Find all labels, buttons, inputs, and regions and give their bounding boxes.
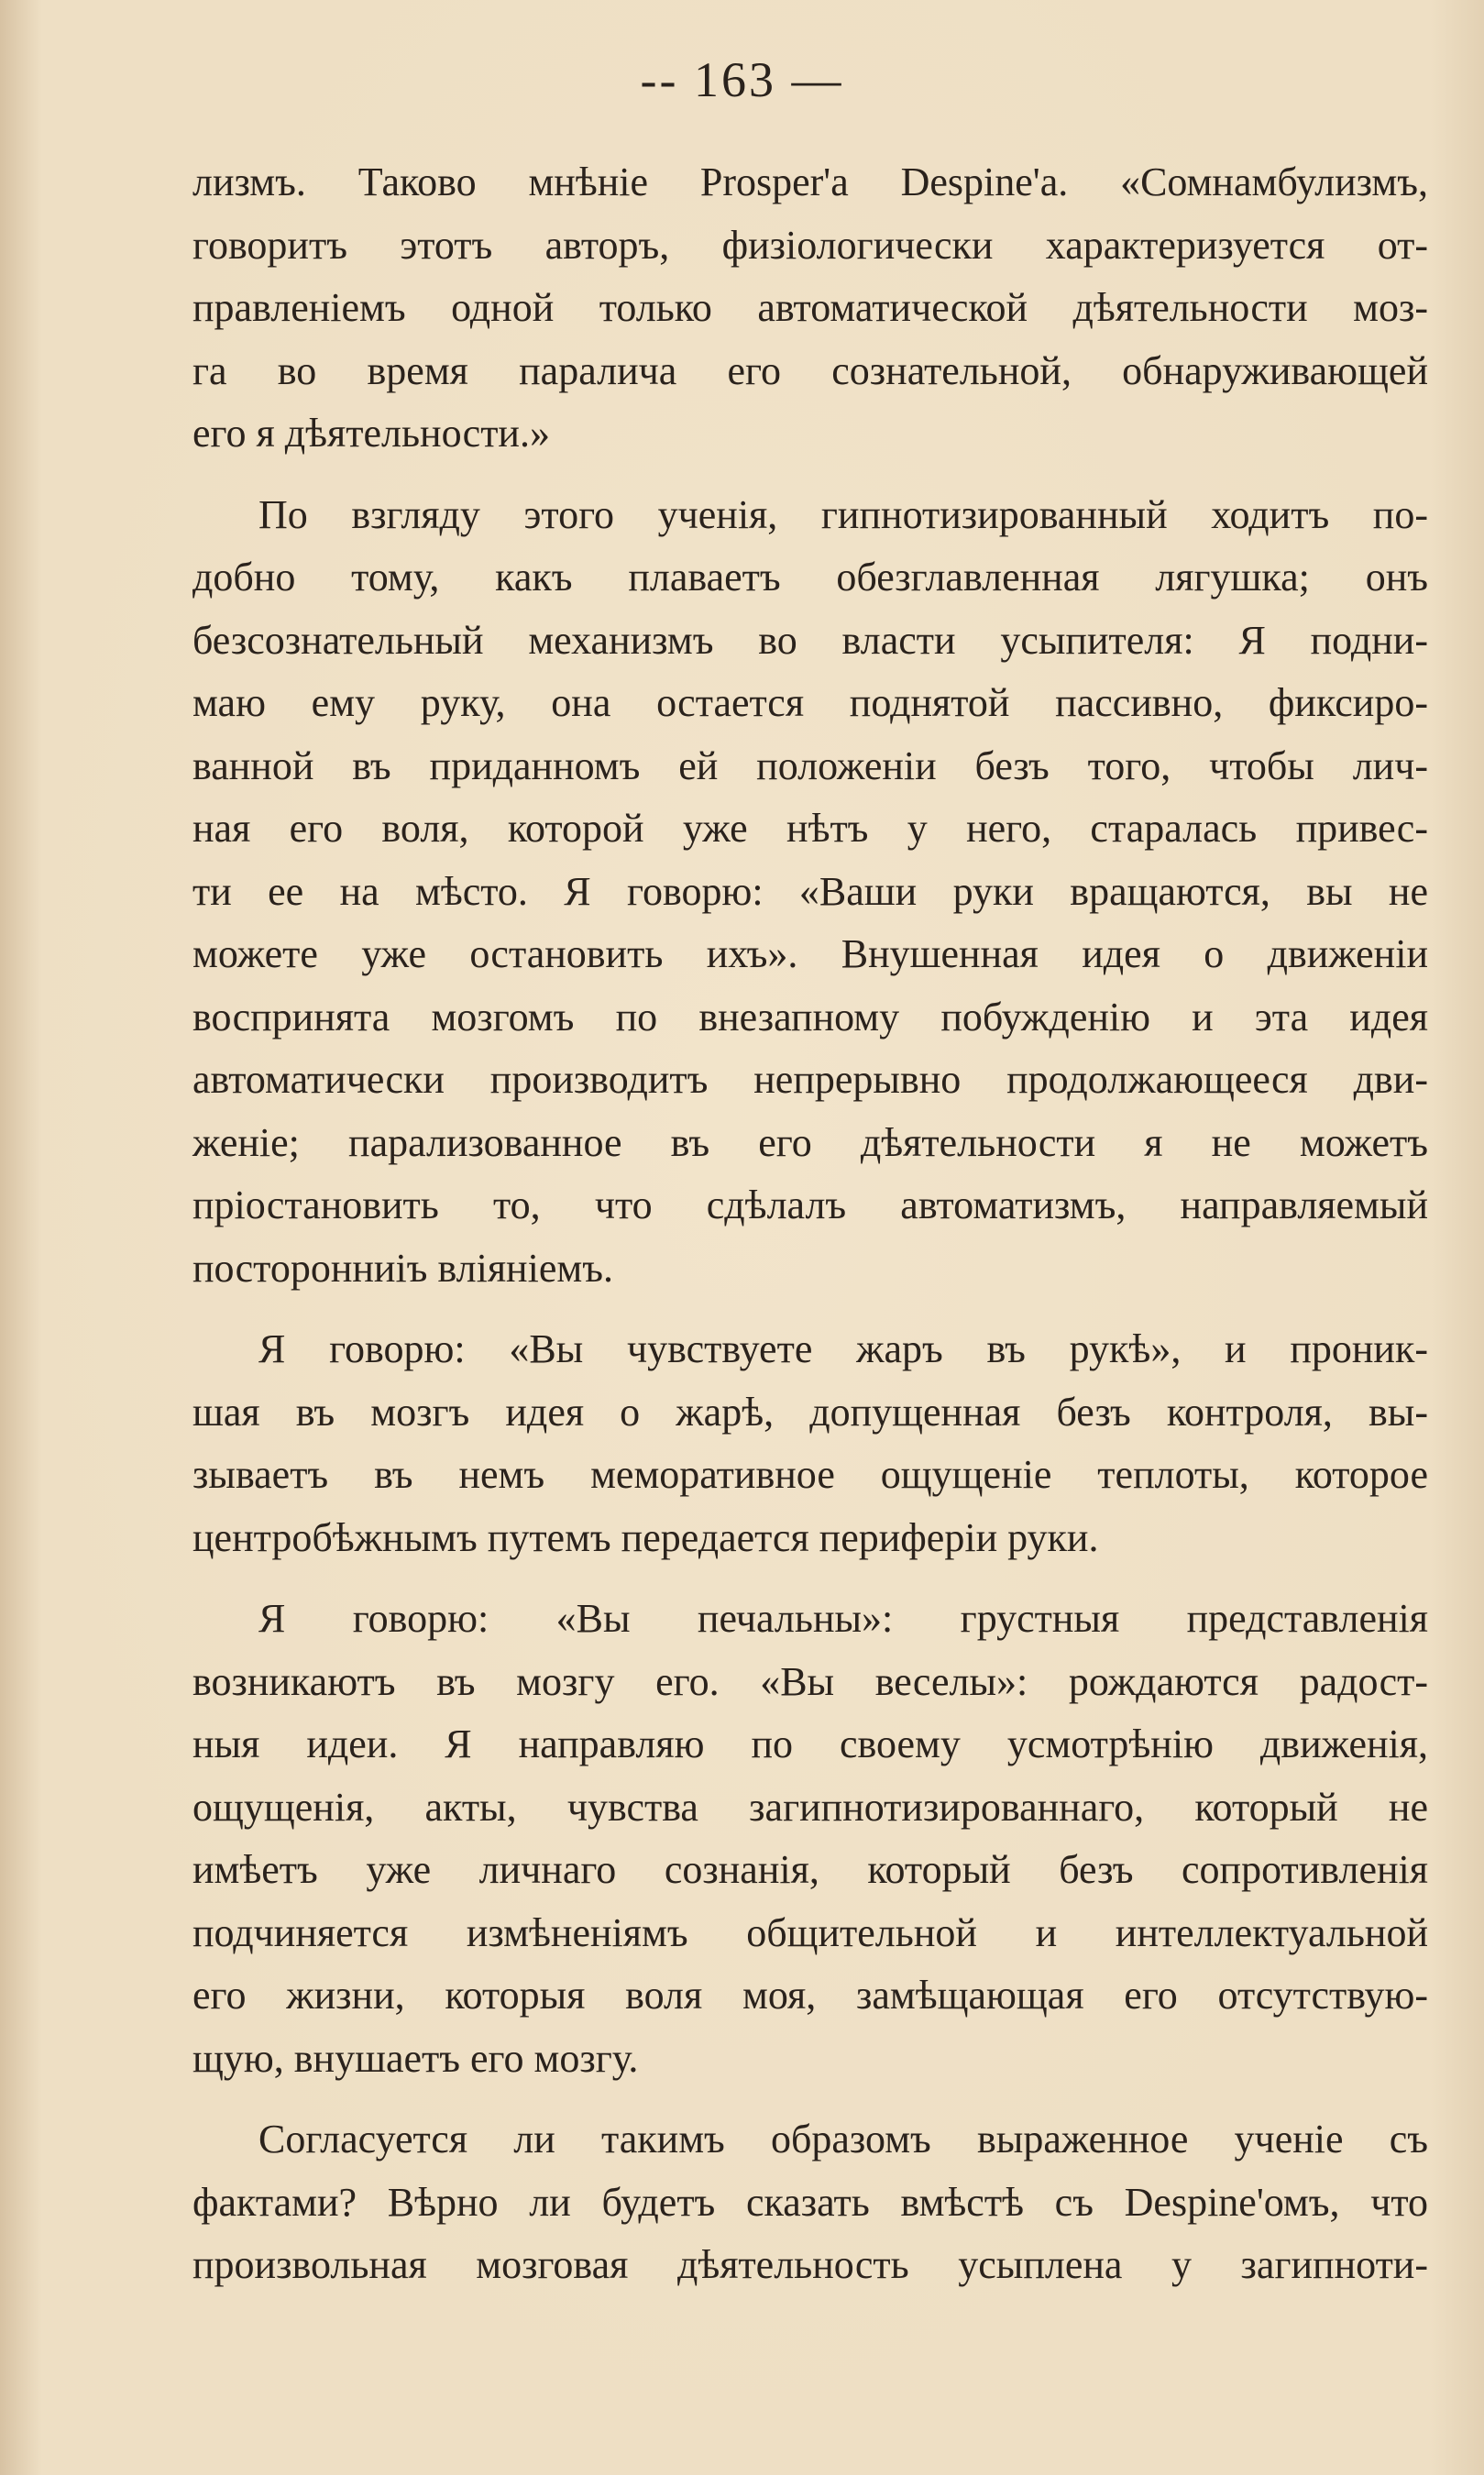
text-line: посторонниіъ вліяніемъ. — [192, 1245, 613, 1291]
text-line: говоритъ этотъ авторъ, физіологически характеризуется от- — [192, 222, 1428, 268]
paragraph-gap — [192, 1569, 1428, 1588]
text-line: женіе; парализованное въ его дѣятельности я не можетъ — [192, 1119, 1428, 1165]
text-line: ти ее на мѣсто. Я говорю: «Ваши руки вращаются, вы не — [192, 868, 1428, 914]
text-line: безсознательный механизмъ во власти усыпителя: Я подни- — [192, 617, 1428, 663]
text-line: возникаютъ въ мозгу его. «Вы веселы»: рождаются радост- — [192, 1658, 1428, 1704]
text-line: По взгляду этого ученія, гипнотизированный ходитъ по- — [258, 491, 1428, 537]
page-text — [192, 151, 1428, 2297]
text-line: щую, внушаетъ его мозгу. — [192, 2035, 639, 2081]
text-line: маю ему руку, она остается поднятой пассивно, фиксиро- — [192, 680, 1428, 725]
text-line: зываетъ въ немъ меморативное ощущеніе теплоты, которое — [192, 1452, 1428, 1497]
text-line: га во время паралича его сознательной, обнаруживающей — [192, 347, 1428, 393]
paragraph-gap — [192, 466, 1428, 484]
text-line: Согласуется ли такимъ образомъ выраженное ученіе съ — [258, 2117, 1428, 2162]
text-line: добно тому, какъ плаваетъ обезглавленная лягушка; онъ — [192, 555, 1428, 600]
text-line: пріостановить то, что сдѣлалъ автоматизмъ, направляемый — [192, 1182, 1428, 1227]
page-number: -- 163 — — [640, 52, 844, 107]
text-line: ванной въ приданномъ ей положеніи безъ того, чтобы лич- — [192, 742, 1428, 788]
text-line: произвольная мозговая дѣятельность усыплена у загипноти- — [192, 2242, 1428, 2287]
text-line: Я говорю: «Вы чувствуете жаръ въ рукѣ», и проник- — [258, 1326, 1428, 1371]
paragraph-gap — [192, 1300, 1428, 1318]
text-line: ощущенія, акты, чувства загипнотизированнаго, который не — [192, 1784, 1428, 1830]
text-line: шая въ мозгъ идея о жарѣ, допущенная безъ контроля, вы- — [192, 1389, 1428, 1435]
paragraph-5 — [192, 2108, 1428, 2297]
text-line: правленіемъ одной только автоматической дѣятельности моз- — [192, 285, 1428, 330]
text-line: фактами? Вѣрно ли будетъ сказать вмѣстѣ съ Despine'омъ, что — [192, 2179, 1428, 2225]
text-line: его жизни, которыя воля моя, замѣщающая его отсутствую- — [192, 1973, 1428, 2018]
paragraph-4 — [192, 1588, 1428, 2090]
paragraph-gap — [192, 2090, 1428, 2108]
text-line: автоматически производитъ непрерывно продолжающееся дви- — [192, 1057, 1428, 1102]
text-line: ная его воля, которой уже нѣтъ у него, старалась привес- — [192, 806, 1428, 851]
text-line: Я говорю: «Вы печальны»: грустныя представленія — [258, 1596, 1428, 1641]
text-line: его я дѣятельности.» — [192, 411, 550, 456]
text-line: лизмъ. Таково мнѣніе Prosper'а Despine'а. «Сомнамбулизмъ, — [192, 160, 1428, 204]
paragraph-3 — [192, 1318, 1428, 1569]
paragraph-2 — [192, 484, 1428, 1301]
text-line: ныя идеи. Я направляю по своему усмотрѣнію движенія, — [192, 1722, 1428, 1766]
text-line: воспринята мозгомъ по внезапному побужденію и эта идея — [192, 994, 1428, 1040]
text-line: подчиняется измѣненіямъ общительной и интеллектуальной — [192, 1909, 1428, 1955]
text-line: имѣетъ уже личнаго сознанія, который безъ сопротивленія — [192, 1847, 1428, 1892]
paragraph-1 — [192, 151, 1428, 466]
text-line: центробѣжнымъ путемъ передается периферіи руки. — [192, 1514, 1099, 1560]
text-line: можете уже остановить ихъ». Внушенная идея о движеніи — [192, 931, 1428, 976]
